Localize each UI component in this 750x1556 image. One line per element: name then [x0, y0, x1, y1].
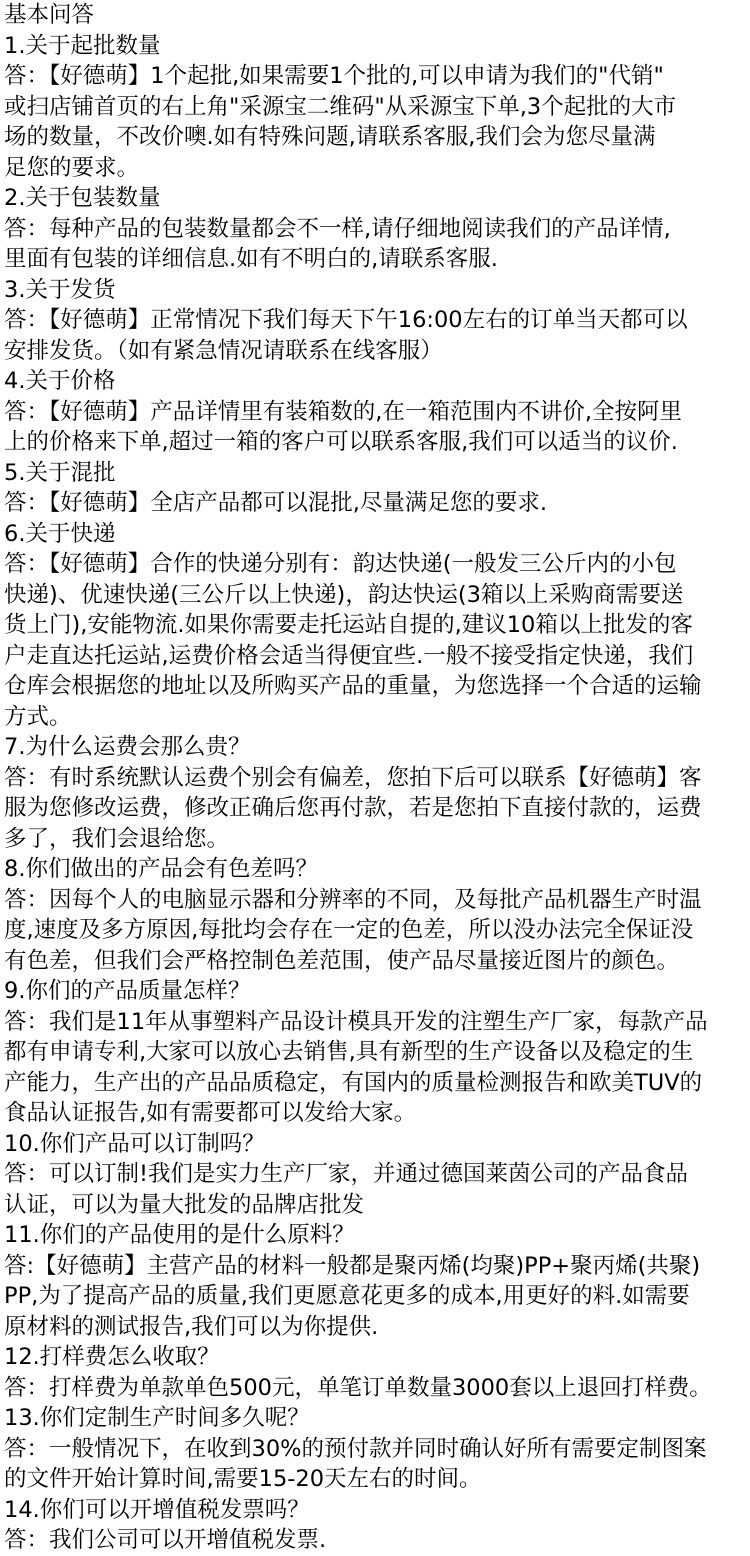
faq-answer-line: 方式。: [4, 703, 72, 730]
faq-answer-line: 认证，可以为量大批发的品牌店批发: [4, 1191, 365, 1218]
faq-question: 11.你们的产品使用的是什么原料？: [4, 1222, 355, 1248]
faq-answer-line: 足您的要求。: [4, 154, 140, 181]
faq-question: 2.关于包装数量: [4, 185, 161, 211]
faq-question: 9.你们的产品质量怎样？: [4, 978, 251, 1004]
faq-question: 13.你们定制生产时间多久呢？: [4, 1405, 310, 1431]
faq-answer-line: 答：因每个人的电脑显示器和分辨率的不同，及每批产品机器生产时温: [4, 886, 702, 913]
faq-answer-line: 答:【好德萌】主营产品的材料一般都是聚丙烯(均聚)PP+聚丙烯(共聚): [4, 1252, 701, 1279]
faq-answer-line: 产能力，生产出的产品品质稳定，有国内的质量检测报告和欧美TUV的: [4, 1069, 703, 1096]
faq-question: 4.关于价格: [4, 368, 116, 394]
page-title: 基本问答: [4, 2, 95, 28]
faq-answer-line: 上的价格来下单,超过一箱的客户可以联系客服,我们可以适当的议价.: [4, 429, 678, 455]
faq-answer-line: 答：【好德萌】合作的快递分别有：韵达快递(一般发三公斤内的小包: [4, 551, 677, 577]
faq-question: 3.关于发货: [4, 276, 116, 303]
faq-answer-line: PP,为了提高产品的质量,我们更愿意花更多的成本,用更好的料.如需要: [4, 1283, 690, 1309]
faq-answer-line: 答：【好德萌】1个起批,如果需要1个批的,可以申请为我们的"代销": [4, 63, 664, 89]
faq-answer-line: 户走直达托运站,运费价格会适当得便宜些.一般不接受指定快递，我们: [4, 642, 694, 669]
faq-question: 7.为什么运费会那么贵？: [4, 734, 251, 760]
faq-answer-line: 的文件开始计算时间,需要15-20天左右的时间。: [4, 1466, 482, 1492]
faq-answer-line: 货上门),安能物流.如果你需要走托运站自提的,建议10箱以上批发的客: [4, 612, 693, 638]
faq-answer-line: 答：每种产品的包装数量都会不一样,请仔细地阅读我们的产品详情,: [4, 215, 671, 242]
faq-answer-line: 答：【好德萌】产品详情里有装箱数的,在一箱范围内不讲价,全按阿里: [4, 398, 683, 425]
faq-question: 12.打样费怎么收取？: [4, 1344, 220, 1370]
faq-answer-line: 答：有时系统默认运费个别会有偏差，您拍下后可以联系【好德萌】客: [4, 764, 702, 791]
faq-answer-line: 有色差，但我们会严格控制色差范围，使产品尽量接近图片的颜色。: [4, 947, 680, 974]
faq-answer-line: 答：【好德萌】正常情况下我们每天下午16:00左右的订单当天都可以: [4, 307, 688, 333]
faq-answer-line: 服为您修改运费，修改正确后您再付款，若是您拍下直接付款的，运费: [4, 795, 702, 821]
faq-answer-line: 原材料的测试报告,我们可以为你提供.: [4, 1313, 379, 1340]
faq-question: 8.你们做出的产品会有色差吗？: [4, 856, 318, 882]
faq-answer-line: 多了，我们会退给您。: [4, 825, 230, 852]
faq-question: 10.你们产品可以订制吗？: [4, 1130, 265, 1157]
faq-answer-line: 度,速度及多方原因,每批均会存在一定的色差，所以没办法完全保证没: [4, 917, 694, 943]
faq-question: 14.你们可以开增值税发票吗？: [4, 1496, 310, 1523]
faq-answer-line: 答：我们是11年从事塑料产品设计模具开发的注塑生产厂家，每款产品: [4, 1008, 708, 1035]
faq-answer-line: 仓库会根据您的地址以及所购买产品的重量，为您选择一个合适的运输: [4, 673, 702, 699]
faq-answer-line: 答：一般情况下，在收到30%的预付款并同时确认好所有需要定制图案: [4, 1435, 707, 1462]
faq-question: 6.关于快递: [4, 520, 116, 547]
faq-answer-line: 答：【好德萌】全店产品都可以混批,尽量满足您的要求.: [4, 490, 548, 516]
faq-answer-line: 答：可以订制!我们是实力生产厂家，并通过德国莱茵公司的产品食品: [4, 1161, 689, 1187]
faq-question: 1.关于起批数量: [4, 32, 161, 59]
faq-answer-line: 或扫店铺首页的右上角"采源宝二维码"从采源宝下单,3个起批的大市: [4, 93, 677, 120]
faq-answer-line: 里面有包装的详细信息.如有不明白的,请联系客服.: [4, 246, 498, 272]
faq-document: [4, 0, 748, 1556]
faq-answer-line: 快递)、优速快递(三公斤以上快递)，韵达快运(3箱以上采购商需要送: [4, 581, 684, 608]
faq-answer-line: 场的数量，不改价噢.如有特殊问题,请联系客服,我们会为您尽量满: [4, 124, 656, 150]
faq-answer-line: 都有申请专利,大家可以放心去销售,具有新型的生产设备以及稳定的生: [4, 1039, 694, 1065]
faq-question: 5.关于混批: [4, 459, 116, 486]
faq-answer-line: 答：我们公司可以开增值税发票.: [4, 1527, 327, 1553]
faq-answer-line: 答：打样费为单款单色500元，单笔订单数量3000套以上退回打样费。: [4, 1374, 712, 1401]
faq-answer-line: 食品认证报告,如有需要都可以发给大家。: [4, 1100, 417, 1126]
faq-answer-line: 安排发货。（如有紧急情况请联系在线客服）: [4, 337, 443, 364]
